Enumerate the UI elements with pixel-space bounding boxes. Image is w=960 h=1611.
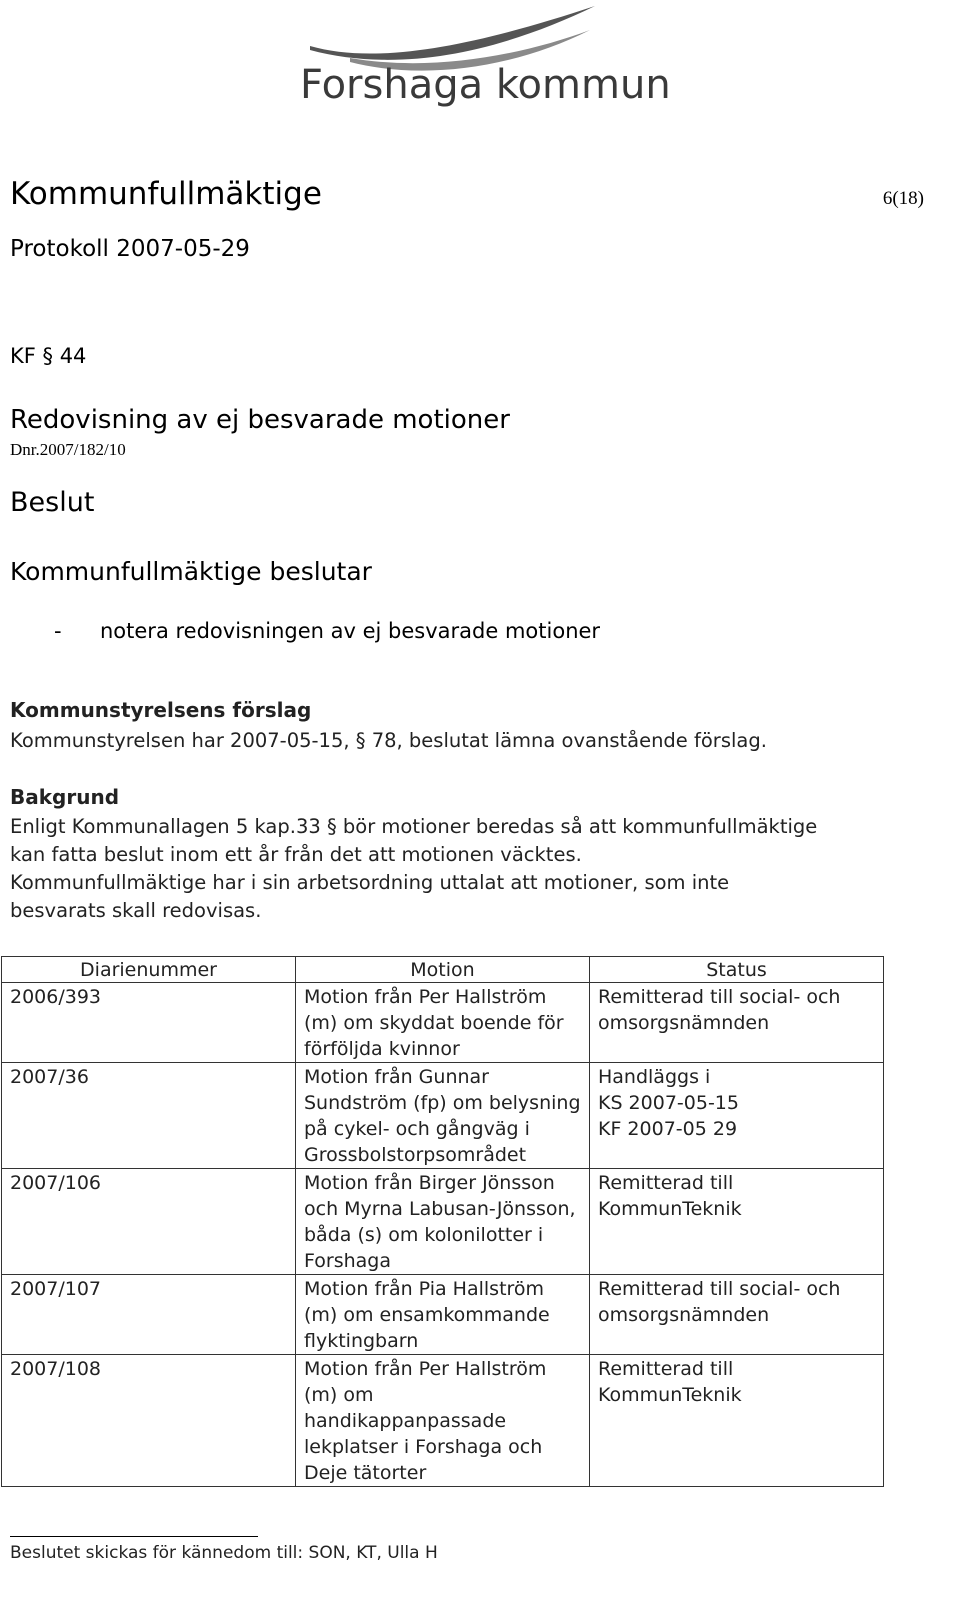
logo-text: Forshaga kommun xyxy=(300,62,671,108)
motions-table xyxy=(1,956,884,1487)
column-header-status: Status xyxy=(590,957,884,983)
cell-diarienummer: 2007/107 xyxy=(2,1275,296,1355)
cell-status: Remitterad till social- och omsorgsnämnden xyxy=(590,983,884,1063)
column-header-diarienummer: Diarienummer xyxy=(2,957,296,983)
cell-motion: Motion från Gunnar Sundström (fp) om belysning på cykel- och gångväg i Grossbolstorpsområdet xyxy=(296,1063,590,1169)
diary-number: Dnr.2007/182/10 xyxy=(10,440,126,459)
proposal-heading: Kommunstyrelsens förslag xyxy=(10,698,312,722)
cell-diarienummer: 2007/36 xyxy=(2,1063,296,1169)
page-number: 6(18) xyxy=(882,188,924,209)
background-line: kan fatta beslut inom ett år från det att motionen väcktes. xyxy=(10,843,582,866)
table-row xyxy=(2,1275,884,1355)
decision-bullet: - xyxy=(54,619,62,643)
decision-heading: Beslut xyxy=(10,487,95,518)
column-header-motion: Motion xyxy=(296,957,590,983)
paragraph-reference: KF § 44 xyxy=(10,344,87,368)
table-row xyxy=(2,1355,884,1487)
protocol-date: Protokoll 2007-05-29 xyxy=(10,236,250,262)
table-row xyxy=(2,1169,884,1275)
footnote-divider xyxy=(10,1536,258,1537)
cell-motion: Motion från Per Hallström (m) om skyddat boende för förföljda kvinnor xyxy=(296,983,590,1063)
cell-motion: Motion från Birger Jönsson och Myrna Labusan-Jönsson, båda (s) om kolonilotter i Forshaga xyxy=(296,1169,590,1275)
document-title: Kommunfullmäktige xyxy=(10,176,322,212)
cell-status: Remitterad till KommunTeknik xyxy=(590,1169,884,1275)
background-line: Enligt Kommunallagen 5 kap.33 § bör motioner beredas så att kommunfullmäktige xyxy=(10,815,818,838)
proposal-text: Kommunstyrelsen har 2007-05-15, § 78, beslutat lämna ovanstående förslag. xyxy=(10,729,767,752)
cell-diarienummer: 2007/108 xyxy=(2,1355,296,1487)
decision-subheading: Kommunfullmäktige beslutar xyxy=(10,557,372,586)
background-line: Kommunfullmäktige har i sin arbetsordning uttalat att motioner, som inte xyxy=(10,871,730,894)
cell-motion: Motion från Per Hallström (m) om handikappanpassade lekplatser i Forshaga och Deje tätorter xyxy=(296,1355,590,1487)
background-line: besvarats skall redovisas. xyxy=(10,899,262,922)
table-row xyxy=(2,1063,884,1169)
cell-status: Remitterad till social- och omsorgsnämnden xyxy=(590,1275,884,1355)
decision-item: notera redovisningen av ej besvarade motioner xyxy=(100,619,601,643)
background-heading: Bakgrund xyxy=(10,785,120,809)
cell-diarienummer: 2006/393 xyxy=(2,983,296,1063)
table-row xyxy=(2,983,884,1063)
cell-status: Remitterad till KommunTeknik xyxy=(590,1355,884,1487)
table-header-row xyxy=(2,957,884,983)
cell-diarienummer: 2007/106 xyxy=(2,1169,296,1275)
distribution-note: Beslutet skickas för kännedom till: SON, KT, Ulla H xyxy=(10,1543,438,1563)
cell-status: Handläggs i KS 2007-05-15 KF 2007-05 29 xyxy=(590,1063,884,1169)
cell-motion: Motion från Pia Hallström (m) om ensamkommande flyktingbarn xyxy=(296,1275,590,1355)
section-title: Redovisning av ej besvarade motioner xyxy=(10,405,510,435)
